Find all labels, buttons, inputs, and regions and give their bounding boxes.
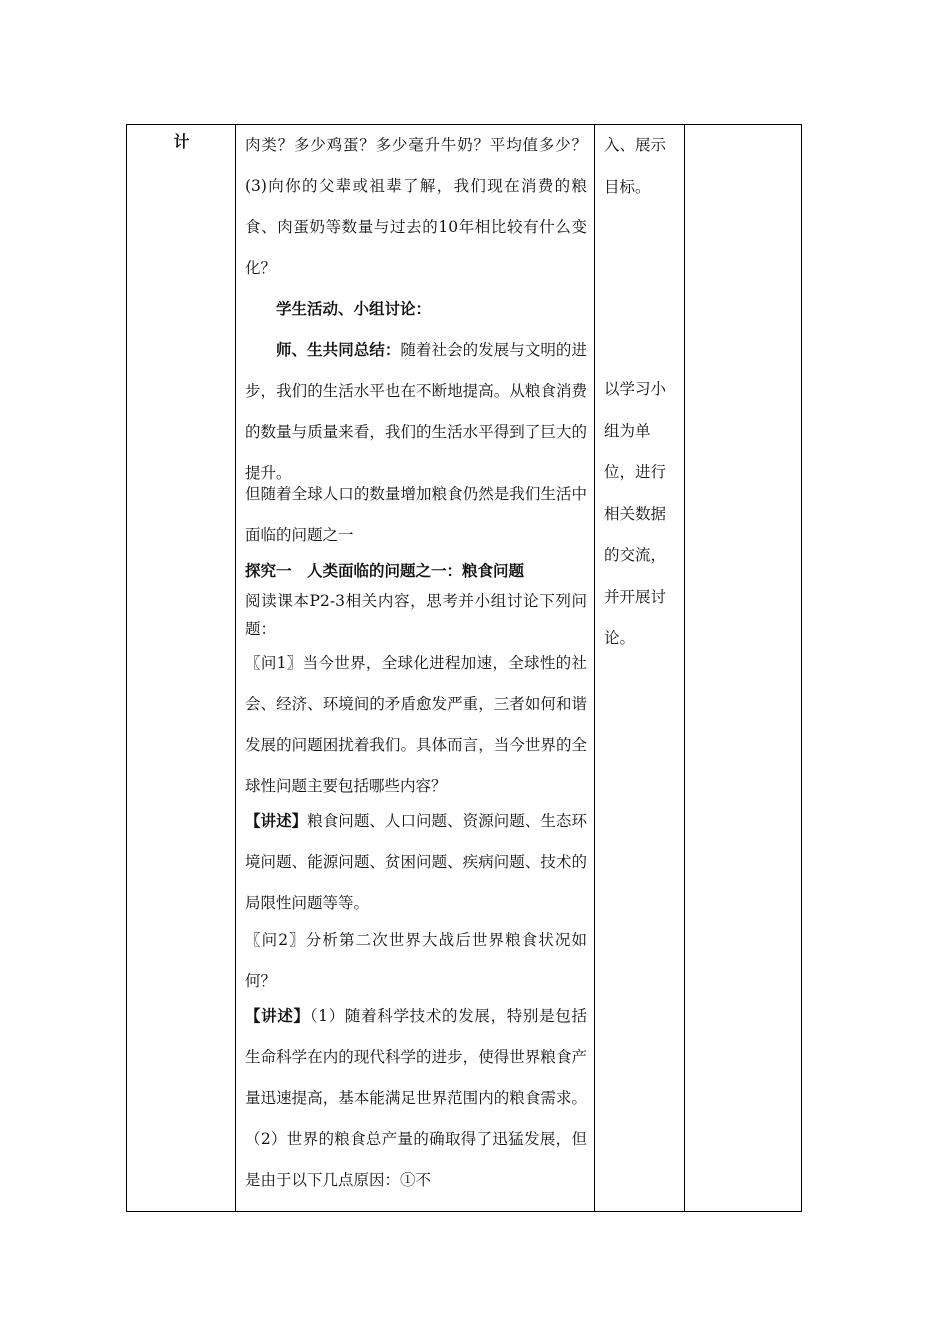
answer-2-text: （1）随着科学技术的发展，特别是包括生命科学在内的现代科学的进步，使得世界粮食产量迅速提高，基本能满足世界范围内的粮食需求。（2）世界的粮食总产量的确取得了迅猛发展，但是由于以下几点原因：①不 xyxy=(245,1007,587,1189)
empty-column xyxy=(685,125,803,1211)
content-paragraph-reading: 阅读课本P2-3相关内容，思考并小组讨论下列问题： xyxy=(245,592,587,638)
content-paragraph-answer-1 xyxy=(245,801,587,924)
note-show-goals: 入、展示目标。 xyxy=(604,136,667,196)
stage-label: 计 xyxy=(173,132,190,151)
content-paragraph-answer-2 xyxy=(245,996,587,1201)
content-paragraph-question-2: 〖问2〗分析第二次世界大战后世界粮食状况如何？ xyxy=(245,931,587,990)
answer-1-text: 粮食问题、人口问题、资源问题、生态环境问题、能源问题、贫困问题、疾病问题、技术的局限性问题等等。 xyxy=(245,812,587,912)
answer-2-label: 【讲述】 xyxy=(245,1007,310,1025)
lesson-plan-table xyxy=(126,124,802,1212)
content-paragraph-question-1: 〖问1〗当今世界，全球化进程加速，全球性的社会、经济、环境间的矛盾愈发严重，三者如何和谐发展的问题困扰着我们。具体而言，当今世界的全球性问题主要包括哪些内容？ xyxy=(245,654,587,795)
content-paragraph-population: 但随着全球人口的数量增加粮食仍然是我们生活中面临的问题之一 xyxy=(245,485,587,544)
stage-column xyxy=(127,125,236,1211)
summary-label: 师、生共同总结： xyxy=(276,341,401,359)
content-heading-explore-one: 探究一 人类面临的问题之一：粮食问题 xyxy=(245,562,525,580)
content-heading-student-activity: 学生活动、小组讨论： xyxy=(276,300,432,318)
note-group-discussion: 以学习小组为单位，进行相关数据的交流，并开展讨论。 xyxy=(604,380,667,647)
content-paragraph-summary xyxy=(245,330,587,494)
summary-text: 随着社会的发展与文明的进步，我们的生活水平也在不断地提高。从粮食消费的数量与质量来看，我们的生活水平得到了巨大的提升。 xyxy=(245,341,587,482)
notes-column xyxy=(595,125,685,1211)
content-column xyxy=(236,125,595,1211)
answer-1-label: 【讲述】 xyxy=(245,812,308,830)
content-paragraph-questions: 肉类？多少鸡蛋？多少毫升牛奶？平均值多少？(3)向你的父辈或祖辈了解，我们现在消费的粮食、肉蛋奶等数量与过去的10年相比较有什么变化？ xyxy=(245,136,587,277)
